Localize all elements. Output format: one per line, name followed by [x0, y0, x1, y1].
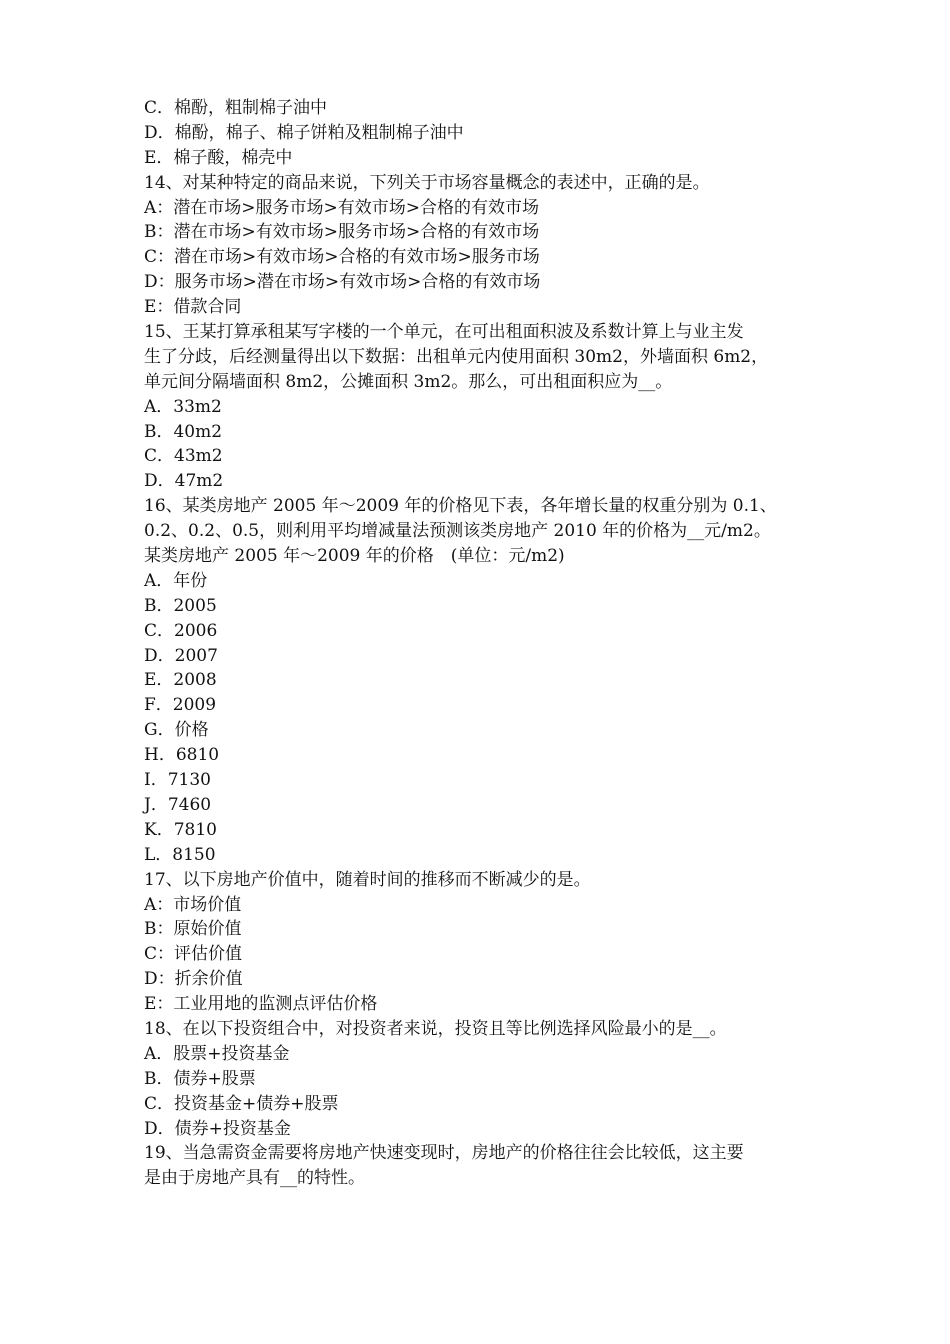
text-line: 17、以下房地产价值中，随着时间的推移而不断减少的是。 — [144, 869, 591, 890]
text-line: 单元间分隔墙面积 8m2，公摊面积 3m2。那么，可出租面积应为__。 — [144, 371, 673, 392]
text-line: E：工业用地的监测点评估价格 — [144, 994, 378, 1015]
text-line: 15、王某打算承租某写字楼的一个单元，在可出租面积波及系数计算上与业主发 — [144, 322, 744, 343]
text-line: B．2005 — [144, 595, 217, 616]
text-line: I．7130 — [144, 770, 211, 791]
text-line: C．棉酚，粗制棉子油中 — [144, 98, 328, 118]
text-line: 0.2、0.2、0.5，则利用平均增减量法预测该类房地产 2010 年的价格为__元/m2。 — [144, 521, 771, 542]
text-line: B：潜在市场>有效市场>服务市场>合格的有效市场 — [144, 222, 540, 243]
text-line: E．棉子酸，棉壳中 — [144, 147, 293, 168]
text-line: B：原始价值 — [144, 919, 242, 940]
text-line: G．价格 — [144, 720, 209, 741]
text-line: D．棉酚，棉子、棉子饼粕及粗制棉子油中 — [144, 122, 464, 143]
text-line: D：服务市场>潜在市场>有效市场>合格的有效市场 — [144, 272, 541, 293]
text-line: H．6810 — [144, 745, 220, 766]
text-line: 16、某类房地产 2005 年～2009 年的价格见下表，各年增长量的权重分别为 0.1、 — [144, 496, 777, 517]
text-line: A．33m2 — [144, 396, 222, 417]
text-line: E．2008 — [144, 670, 217, 691]
text-line: 是由于房地产具有__的特性。 — [144, 1168, 365, 1189]
text-line: D．2007 — [144, 645, 218, 666]
text-line: 19、当急需资金需要将房地产快速变现时，房地产的价格往往会比较低，这主要 — [144, 1143, 744, 1164]
text-line: A：市场价值 — [144, 894, 242, 915]
text-line: C．43m2 — [144, 446, 223, 467]
text-line: F．2009 — [144, 695, 217, 716]
text-line: 18、在以下投资组合中，对投资者来说，投资且等比例选择风险最小的是__。 — [144, 1018, 727, 1039]
text-line: D．47m2 — [144, 471, 224, 492]
text-line: E：借款合同 — [144, 297, 242, 318]
text-line: C．2006 — [144, 620, 218, 641]
text-line: K．7810 — [144, 819, 217, 840]
text-line: J．7460 — [144, 794, 212, 815]
text-line: A．股票+投资基金 — [144, 1043, 290, 1064]
text-line: L．8150 — [144, 844, 216, 865]
text-line: D：折余价值 — [144, 969, 243, 990]
text-line: B．40m2 — [144, 421, 223, 442]
text-line: C：潜在市场>有效市场>合格的有效市场>服务市场 — [144, 247, 540, 268]
text-line: 生了分歧，后经测量得出以下数据：出租单元内使用面积 30m2，外墙面积 6m2， — [144, 346, 769, 367]
text-line: C：评估价值 — [144, 944, 243, 965]
text-line: D．债券+投资基金 — [144, 1118, 291, 1139]
text-line: 14、对某种特定的商品来说，下列关于市场容量概念的表述中，正确的是。 — [144, 172, 710, 193]
text-line: B．债券+股票 — [144, 1068, 256, 1089]
text-line: 某类房地产 2005 年～2009 年的价格 (单位：元/m2) — [144, 546, 565, 567]
text-line: A：潜在市场>服务市场>有效市场>合格的有效市场 — [144, 197, 540, 218]
document-body — [144, 96, 814, 1191]
text-line: C．投资基金+债券+股票 — [144, 1093, 339, 1114]
text-line: A．年份 — [144, 570, 208, 591]
